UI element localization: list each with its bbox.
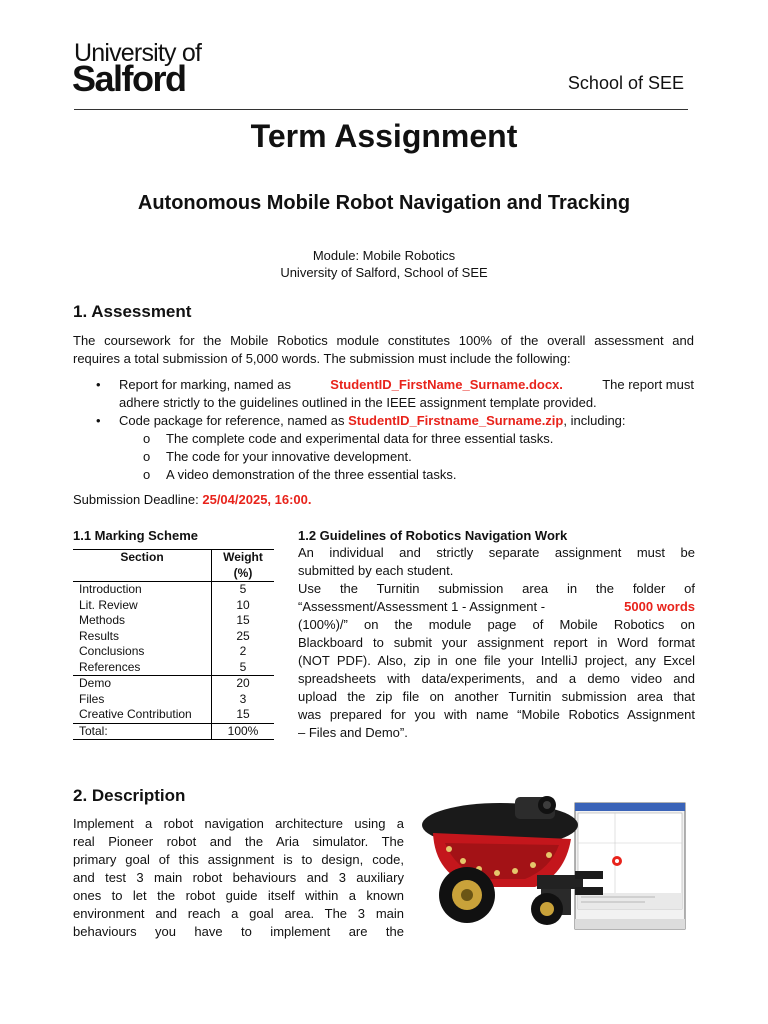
marking-rows (73, 582, 274, 740)
bullet-code-text-b: , including: (563, 413, 626, 428)
university-logo-line1: University of (74, 39, 202, 67)
row-section: Introduction (79, 582, 142, 596)
bullet-code-line (119, 412, 626, 430)
row-section: Conclusions (79, 644, 145, 658)
row-weight: 20 (212, 676, 275, 692)
table-row (73, 676, 274, 692)
table-row (73, 629, 274, 645)
sub-bullet-innovative-code: The code for your innovative development. (166, 449, 412, 464)
table-total-row (73, 723, 274, 740)
bullet-report-line1 (119, 376, 694, 394)
bullet-dot: • (96, 413, 101, 428)
sub-bullet-essential-code: The complete code and experimental data for three essential tasks. (166, 431, 554, 446)
sub-bullet-video: A video demonstration of the three essential tasks. (166, 467, 457, 482)
marking-scheme-table-wrap (73, 549, 274, 740)
bullet-report-line2: adhere strictly to the guidelines outlined in the IEEE assignment template provided. (119, 395, 597, 410)
guidelines-line: upload the zip file on another Turnitin submission area that (298, 689, 695, 704)
col-weight-header-line2: (%) (233, 565, 253, 580)
total-value: 100% (212, 723, 275, 740)
assessment-intro-line2: requires a total submission of 5,000 words. The submission must include the following: (73, 351, 571, 366)
guidelines-line: submitted by each student. (298, 563, 454, 578)
col-weight-header (212, 550, 275, 582)
assessment-heading: 1. Assessment (73, 302, 192, 321)
table-header-row (73, 550, 274, 582)
guidelines-line: Blackboard to submit your assignment report in Word format (298, 635, 695, 650)
row-section: References (79, 659, 141, 674)
row-weight: 3 (212, 692, 275, 708)
description-heading: 2. Description (73, 786, 186, 805)
row-weight: 5 (212, 660, 275, 676)
sub-bullet-marker: o (143, 449, 151, 464)
table-row (73, 644, 274, 660)
marking-scheme-table (73, 549, 274, 740)
description-line: Implement a robot navigation architecture using a (73, 816, 404, 831)
row-section: Methods (79, 613, 126, 627)
table-row (73, 613, 274, 629)
assessment-intro-line1: The coursework for the Mobile Robotics module constitutes 100% of the overall assessment and (73, 333, 694, 348)
row-section: Lit. Review (79, 597, 138, 612)
bullet-report-text: Report for marking, named as (119, 377, 291, 392)
deadline-value: 25/04/2025, 16:00. (202, 492, 312, 507)
word-count-highlight: 5000 words (624, 599, 695, 614)
school-name: School of SEE (567, 73, 684, 93)
guidelines-body (298, 544, 695, 742)
guidelines-line: (NOT PDF). Also, zip in one file your IntelliJ project, any Excel (298, 653, 695, 668)
guidelines-line: – Files and Demo”. (298, 725, 408, 740)
bullet-report-text-b: The report must (602, 377, 694, 392)
university-logo-line2: Salford (72, 58, 186, 99)
table-row (73, 582, 274, 598)
row-weight: 15 (212, 707, 275, 723)
guidelines-folder-text: “Assessment/Assessment 1 - Assignment - (298, 599, 546, 614)
guidelines-line: An individual and strictly separate assignment must be (298, 545, 695, 560)
row-section: Demo (79, 676, 112, 690)
row-weight: 10 (212, 598, 275, 614)
bullet-code-text: Code package for reference, named as (119, 413, 345, 428)
page-subtitle: Autonomous Mobile Robot Navigation and Tracking (137, 192, 631, 214)
header-rule (74, 109, 688, 110)
guidelines-heading: 1.2 Guidelines of Robotics Navigation Work (298, 528, 568, 543)
row-weight: 5 (212, 582, 275, 598)
marking-scheme-heading: 1.1 Marking Scheme (73, 528, 198, 543)
description-line: primary goal of this assignment is to design, code, (73, 852, 404, 867)
module-line: Module: Mobile Robotics (312, 248, 456, 263)
table-row (73, 707, 274, 723)
table-row (73, 692, 274, 708)
page-title: Term Assignment (250, 118, 518, 154)
row-section: Creative Contribution (79, 707, 192, 721)
table-row (73, 598, 274, 614)
row-section: Files (79, 691, 105, 706)
description-body (73, 815, 404, 941)
total-label: Total: (79, 723, 108, 738)
simulator-screenshot (575, 803, 685, 929)
row-section: Results (79, 628, 120, 643)
guidelines-line: Use the Turnitin submission area in the folder of (298, 581, 695, 596)
description-line: ones to let the robot guide itself within a known (73, 888, 404, 903)
pioneer-robot-image (415, 783, 687, 931)
bullet-dot: • (96, 377, 101, 392)
university-line: University of Salford, School of SEE (280, 265, 488, 280)
row-weight: 25 (212, 629, 275, 645)
row-weight: 15 (212, 613, 275, 629)
row-weight: 2 (212, 644, 275, 660)
col-section-header: Section (120, 550, 164, 564)
description-line: behaviours you have to implement are the (73, 924, 404, 939)
col-weight-header-line1: Weight (223, 550, 263, 564)
table-row (73, 660, 274, 676)
report-filename: StudentID_FirstName_Surname.docx. (330, 377, 563, 392)
guidelines-line (298, 598, 695, 616)
sub-bullet-marker: o (143, 431, 151, 446)
guidelines-line: was prepared for you with name “Mobile Robotics Assignment (298, 707, 695, 722)
submission-deadline (73, 491, 312, 509)
sub-bullet-marker: o (143, 467, 151, 482)
description-line: and test 3 main robot behaviours and 3 auxiliary (73, 870, 404, 885)
guidelines-line: (100%)/” on the module page of Mobile Robotics on (298, 617, 695, 632)
guidelines-line: spreadsheets with data/experiments, and a demo video and (298, 671, 695, 686)
code-filename: StudentID_Firstname_Surname.zip (348, 413, 564, 428)
description-line: real Pioneer robot and the Aria simulator. The (73, 834, 404, 849)
description-line: environment and reach a goal area. The 3 main (73, 906, 404, 921)
deadline-label: Submission Deadline: (73, 492, 199, 507)
